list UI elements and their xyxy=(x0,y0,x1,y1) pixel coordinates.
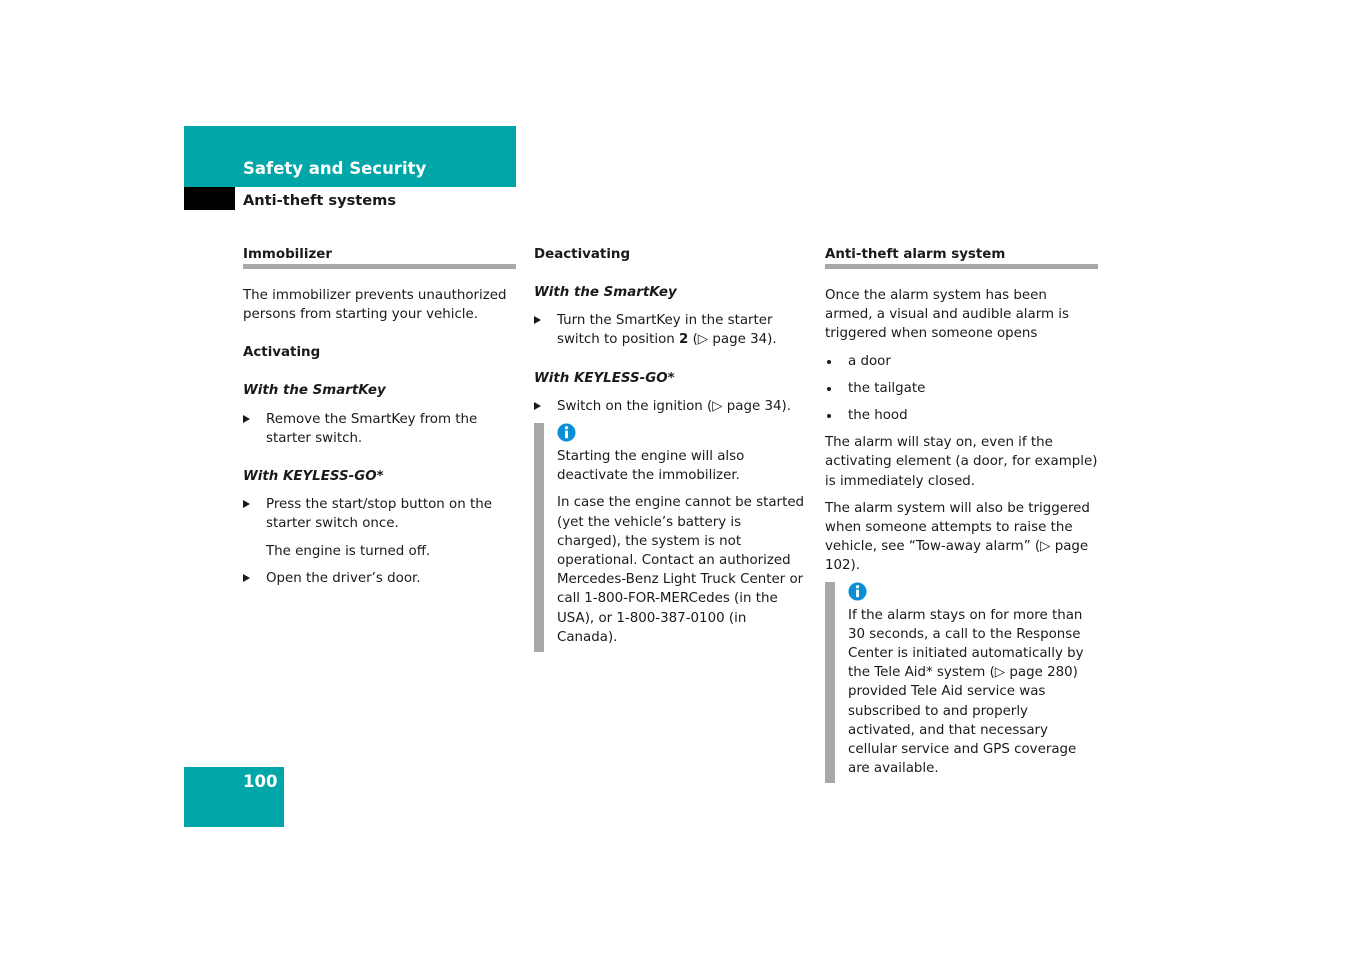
deactivating-keyless-label: With KEYLESS-GO* xyxy=(534,370,675,386)
info-icon xyxy=(848,582,867,601)
list-item-text: the tailgate xyxy=(848,380,926,396)
position-number: 2 xyxy=(679,332,689,348)
step-text: Switch on the ignition (▷ page 34). xyxy=(557,398,792,414)
activating-smartkey-step xyxy=(243,410,516,448)
activating-keyless-label: With KEYLESS-GO* xyxy=(243,469,384,485)
deactivating-smartkey-step xyxy=(534,311,807,349)
step-arrow-icon xyxy=(243,574,250,582)
activating-smartkey-label: With the SmartKey xyxy=(243,383,386,399)
activating-keyless-step-1 xyxy=(243,495,516,533)
step-arrow-icon xyxy=(534,316,541,324)
bullet-icon xyxy=(827,387,831,391)
note-paragraph: If the alarm stays on for more than 30 seconds, a call to the Response Center is initiated automatically by the Tele Aid* system (▷ page 280) provided Tele Aid service was subscribed to and properly activated, and that necessary cellular service and GPS coverage are available. xyxy=(848,607,1084,777)
deactivating-heading: Deactivating xyxy=(534,247,631,262)
activating-heading: Activating xyxy=(243,345,321,361)
info-icon xyxy=(557,423,576,442)
alarm-paragraph-1: The alarm will stay on, even if the activating element (a door, for example) is immediately closed. xyxy=(825,435,1098,489)
header-tab-marker xyxy=(184,187,235,210)
page-reference: (▷ page 34). xyxy=(688,332,777,348)
activating-keyless-step-2 xyxy=(243,569,516,588)
immobilizer-info-note xyxy=(534,423,807,652)
step-text: Turn the SmartKey in the starter switch to position xyxy=(557,313,773,348)
step-text: Open the driver’s door. xyxy=(266,570,421,586)
bullet-icon xyxy=(827,360,831,364)
note-bar xyxy=(825,582,835,784)
list-item xyxy=(825,379,1098,398)
alarm-heading: Anti-theft alarm system xyxy=(825,247,1006,262)
step-text: Press the start/stop button on the starter switch once. xyxy=(266,497,492,532)
step-arrow-icon xyxy=(534,402,541,410)
immobilizer-intro: The immobilizer prevents unauthorized persons from starting your vehicle. xyxy=(243,288,507,323)
alarm-paragraph-2: The alarm system will also be triggered when someone attempts to raise the vehicle, see “Tow-away alarm” (▷ page 102). xyxy=(825,500,1090,574)
page-number: 100 xyxy=(243,772,278,791)
column-immobilizer xyxy=(243,245,516,588)
subsection-title: Anti-theft systems xyxy=(243,192,397,209)
alarm-intro: Once the alarm system has been armed, a visual and audible alarm is triggered when someone opens xyxy=(825,288,1069,342)
note-paragraph-1: Starting the engine will also deactivate the immobilizer. xyxy=(557,449,745,484)
alarm-info-note xyxy=(825,582,1098,784)
list-item xyxy=(825,406,1098,425)
section-title: Safety and Security xyxy=(243,159,427,178)
step-text: Remove the SmartKey from the starter switch. xyxy=(266,411,478,446)
keyless-result: The engine is turned off. xyxy=(266,543,431,559)
list-item-text: the hood xyxy=(848,408,908,424)
column-deactivating xyxy=(534,245,807,652)
list-item xyxy=(825,352,1098,371)
note-paragraph-2: In case the engine cannot be started (yet the vehicle’s battery is charged), the system is not operational. Contact an authorized Mercedes-Benz Light Truck Center or call 1-800-FOR-MERCedes (in the USA), or 1-800-387-0100 (in Canada). xyxy=(557,495,805,645)
list-item-text: a door xyxy=(848,353,891,369)
column-alarm-system xyxy=(825,245,1098,783)
immobilizer-heading: Immobilizer xyxy=(243,247,332,262)
step-arrow-icon xyxy=(243,415,250,423)
deactivating-smartkey-label: With the SmartKey xyxy=(534,285,677,300)
bullet-icon xyxy=(827,414,831,418)
deactivating-keyless-step xyxy=(534,397,807,416)
note-bar xyxy=(534,423,544,652)
step-arrow-icon xyxy=(243,500,250,508)
